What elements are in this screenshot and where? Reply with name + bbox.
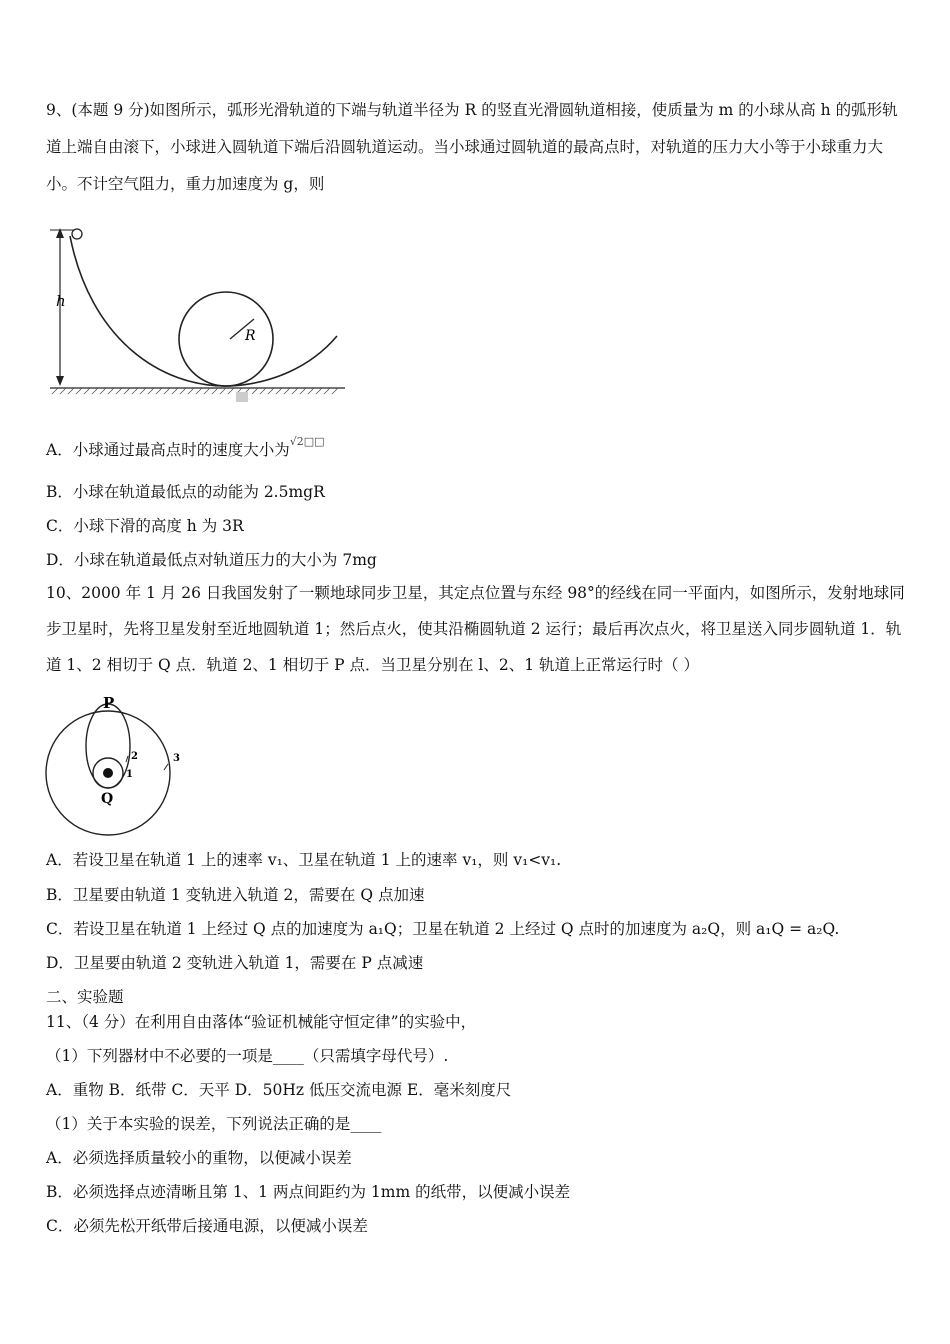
q10-option-c: C．若设卫星在轨道 1 上经过 Q 点的加速度为 a₁Q；卫星在轨道 2 上经过 Q 点时的加速度为 a₂Q，则 a₁Q = a₂Q. bbox=[46, 920, 840, 938]
q11-option-b: B．必须选择点迹清晰且第 1、1 两点间距约为 1mm 的纸带，以便减小误差 bbox=[46, 1183, 571, 1201]
q9-option-c: C．小球下滑的高度 h 为 3R bbox=[46, 517, 244, 535]
h-label: h bbox=[56, 292, 66, 310]
h-arrow-bottom bbox=[56, 376, 64, 386]
loop-track bbox=[179, 292, 273, 386]
orbit-3-pointer bbox=[164, 764, 168, 770]
q10-option-b: B．卫星要由轨道 1 变轨进入轨道 2，需要在 Q 点加速 bbox=[46, 886, 425, 904]
earth bbox=[103, 768, 113, 778]
q11-option-a: A．必须选择质量较小的重物，以便减小误差 bbox=[46, 1149, 352, 1167]
point-q-label: Q bbox=[101, 791, 114, 807]
orbit-2-label: 2 bbox=[131, 751, 138, 762]
orbit-1-label: 1 bbox=[126, 769, 133, 780]
arc-track bbox=[70, 236, 337, 386]
q11-sub1-options: A．重物 B．纸带 C．天平 D．50Hz 低压交流电源 E．毫米刻度尺 bbox=[46, 1081, 512, 1099]
q11-option-c: C．必须先松开纸带后接通电源，以便减小误差 bbox=[46, 1217, 368, 1235]
q10-option-d: D．卫星要由轨道 2 变轨进入轨道 1，需要在 P 点减速 bbox=[46, 954, 424, 972]
section-heading: 二、实验题 bbox=[46, 988, 124, 1006]
orbit-3-label: 3 bbox=[173, 753, 180, 764]
q9-stem: 9、(本题 9 分)如图所示，弧形光滑轨道的下端与轨道半径为 R 的竖直光滑圆轨道相接，使质量为 m 的小球从高 h 的弧形轨道上端自由滚下，小球进入圆轨道下端后沿圆轨道运动。当小球通过圆轨道的最高点时，对轨道的压力大小等于小球重力大小。不计空气阻力，重力加速度为 g，则 bbox=[46, 101, 898, 193]
q11-stem: 11、（4 分）在利用自由落体“验证机械能守恒定律”的实验中， bbox=[46, 1013, 477, 1031]
q9-option-d: D．小球在轨道最低点对轨道压力的大小为 7mg bbox=[46, 551, 377, 569]
watermark-mark bbox=[236, 392, 248, 402]
point-p-label: P bbox=[103, 694, 115, 712]
r-label: R bbox=[245, 328, 256, 344]
q10-option-a: A．若设卫星在轨道 1 上的速率 v₁、卫星在轨道 1 上的速率 v₁，则 v₁<v₁. bbox=[46, 851, 562, 869]
q11-sub1: （1）下列器材中不必要的一项是____（只需填字母代号）. bbox=[46, 1047, 449, 1065]
sqrt-expression: √2□□ bbox=[289, 435, 325, 448]
ball bbox=[72, 229, 82, 239]
q9-figure bbox=[40, 218, 360, 408]
q10-figure bbox=[40, 690, 200, 840]
q9-option-b: B．小球在轨道最低点的动能为 2.5mgR bbox=[46, 483, 325, 501]
q11-sub2: （1）关于本实验的误差，下列说法正确的是____ bbox=[46, 1115, 382, 1133]
q10-stem: 10、2000 年 1 月 26 日我国发射了一颗地球同步卫星，其定点位置与东经 98°的经线在同一平面内，如图所示，发射地球同步卫星时，先将卫星发射至近地圆轨道 1；然后点火，使其沿椭圆轨道 2 运行；最后再次点火，将卫星送入同步圆轨道 1．轨道 1、2 相切于 Q 点．轨道 2、1 相切于 P 点．当卫星分别在 l、2、1 轨道上正常运行时（ ） bbox=[46, 584, 905, 674]
ground-hatch bbox=[52, 388, 338, 394]
orbit-2-pointer bbox=[126, 756, 128, 762]
q9-option-a: A．小球通过最高点时的速度大小为$^{√2□□}$ bbox=[46, 435, 325, 459]
